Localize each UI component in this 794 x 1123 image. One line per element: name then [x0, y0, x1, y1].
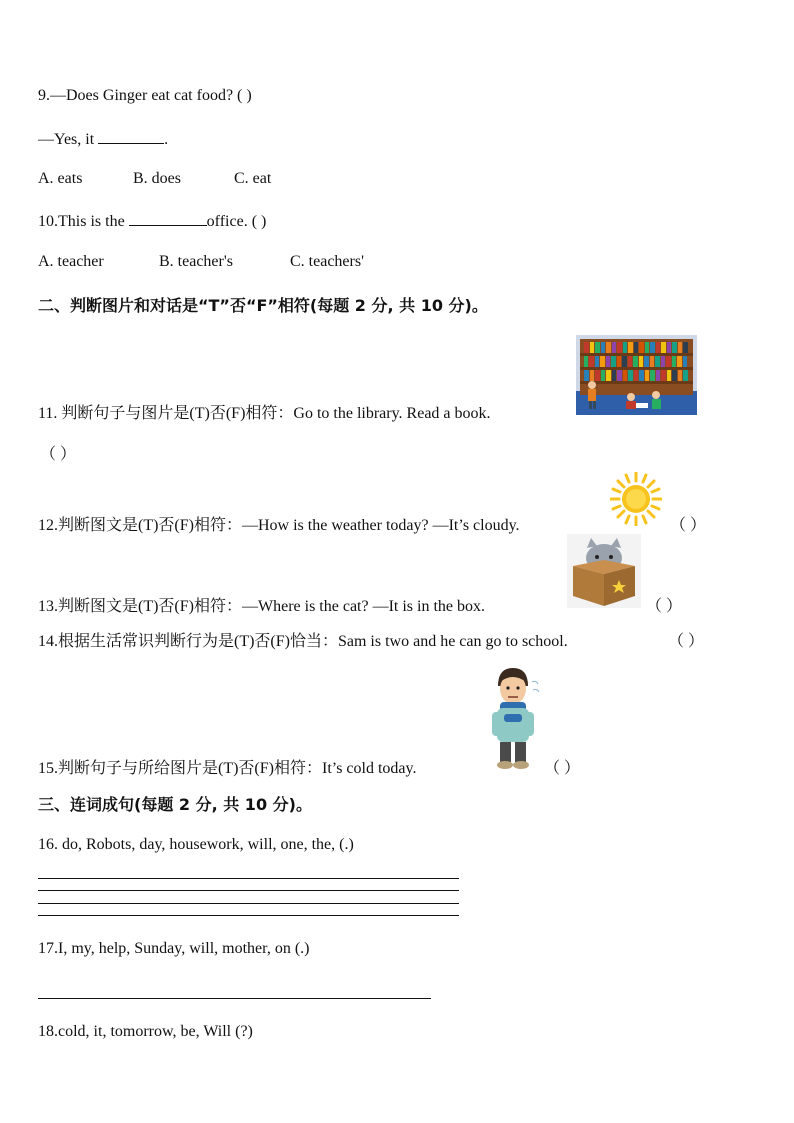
section2-title: 二、判断图片和对话是“T”否“F”相符(每题 2 分, 共 10 分)。: [38, 296, 488, 315]
q11-answer-paren[interactable]: （ ）: [40, 446, 77, 463]
q11-text: 11. 判断句子与图片是(T)否(F)相符：Go to the library. Read a book.: [38, 405, 491, 422]
q9-option-c[interactable]: C. eat: [234, 170, 272, 187]
q16-answer-line-3[interactable]: [38, 903, 459, 904]
q10-option-c[interactable]: C. teachers': [290, 253, 364, 270]
q17-text: 17.I, my, help, Sunday, will, mother, on (.): [38, 940, 310, 957]
q15-text: 15.判断句子与所给图片是(T)否(F)相符：It’s cold today.: [38, 760, 417, 777]
q16-text: 16. do, Robots, day, housework, will, one, the, (.): [38, 836, 354, 853]
q14-text: 14.根据生活常识判断行为是(T)否(F)恰当：Sam is two and he can go to school.: [38, 633, 568, 650]
q10-option-a[interactable]: A. teacher: [38, 253, 104, 270]
q17-answer-line[interactable]: [38, 998, 431, 999]
q10-option-b[interactable]: B. teacher's: [159, 253, 233, 270]
sun-image: [610, 472, 662, 526]
q9-answer-prefix: —Yes, it: [38, 131, 99, 148]
section3-title: 三、连词成句(每题 2 分, 共 10 分)。: [38, 795, 312, 814]
q9-answer-blank[interactable]: [98, 129, 164, 144]
q9-options: [38, 170, 271, 188]
q13-answer-paren[interactable]: （ ）: [646, 598, 683, 615]
q10-question: [38, 211, 266, 231]
q13-text: 13.判断图文是(T)否(F)相符：—Where is the cat? —It is in the box.: [38, 598, 486, 615]
q10-options: [38, 253, 364, 271]
q9-option-a[interactable]: A. eats: [38, 170, 83, 187]
cold-boy-image: [486, 664, 542, 772]
q10-prefix: 10.This is the: [38, 213, 129, 230]
q9-option-b[interactable]: B. does: [133, 170, 181, 187]
q10-blank[interactable]: [129, 211, 207, 226]
q16-answer-line-1[interactable]: [38, 878, 459, 879]
q14-answer-paren[interactable]: （ ）: [668, 633, 705, 650]
q9-answer: [38, 129, 168, 149]
cat-in-box-image: [567, 534, 641, 608]
q18-text: 18.cold, it, tomorrow, be, Will (?): [38, 1023, 253, 1040]
q10-suffix: office. ( ): [206, 213, 267, 230]
q16-answer-line-4[interactable]: [38, 915, 459, 916]
q12-answer-paren[interactable]: （ ）: [670, 517, 707, 534]
q9-answer-suffix: .: [164, 131, 169, 148]
q12-text: 12.判断图文是(T)否(F)相符：—How is the weather today? —It’s cloudy.: [38, 517, 520, 534]
q15-answer-paren[interactable]: （ ）: [544, 760, 581, 777]
library-image: [576, 335, 697, 415]
q16-answer-line-2[interactable]: [38, 890, 459, 891]
q9-question: 9.—Does Ginger eat cat food? ( ): [38, 87, 252, 104]
